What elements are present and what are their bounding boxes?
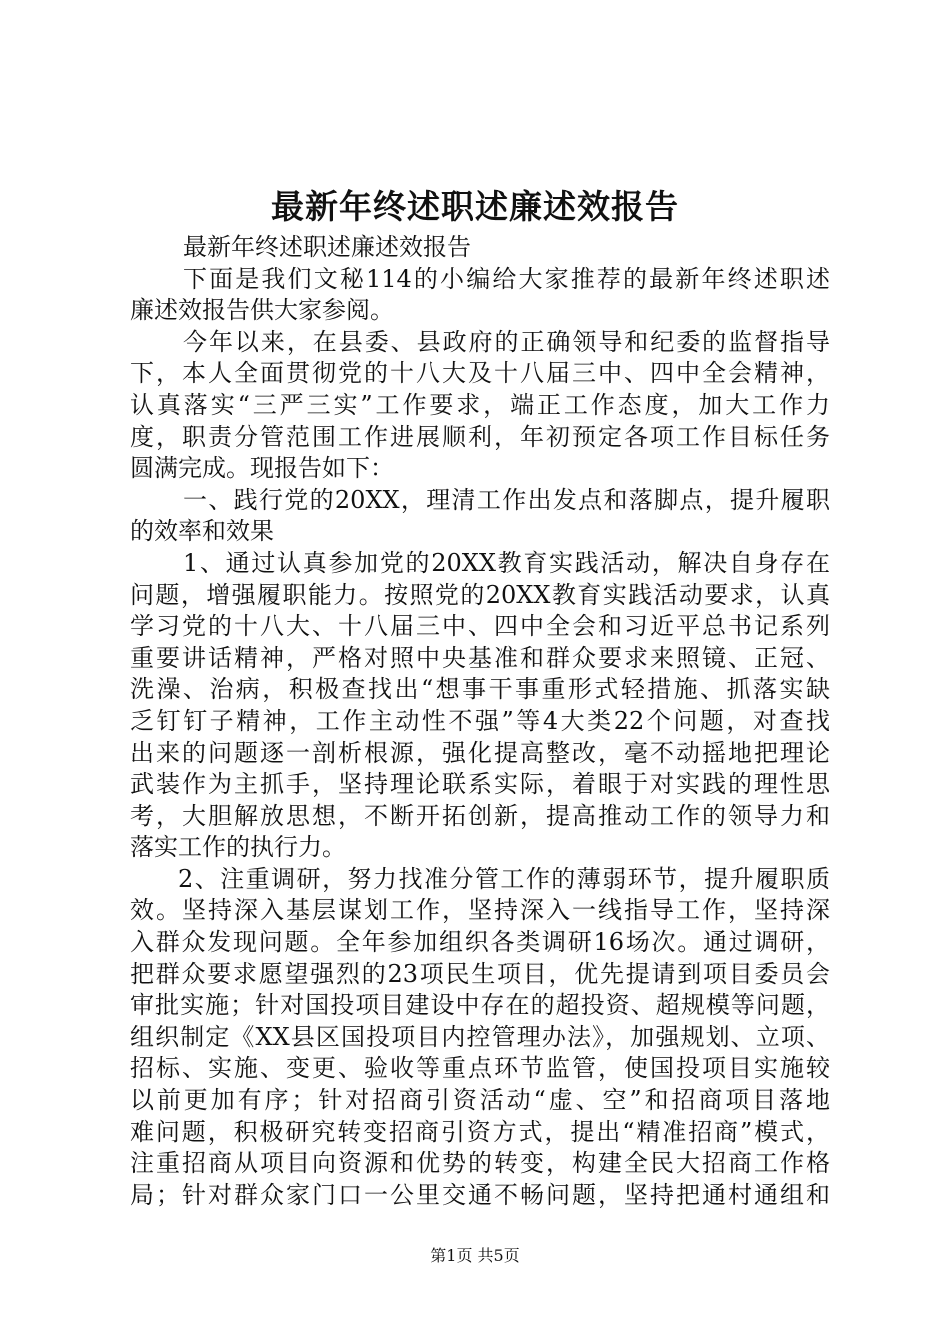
paragraph-line: 把群众要求愿望强烈的23项民生项目，优先提请到项目委员会: [130, 959, 830, 988]
paragraph-line: 廉述效报告供大家参阅。: [130, 296, 394, 325]
paragraph-line: 的效率和效果: [130, 517, 274, 546]
paragraph-line: 组织制定《XX县区国投项目内控管理办法》，加强规划、立项、: [130, 1022, 830, 1051]
paragraph-line: 下面是我们文秘114的小编给大家推荐的最新年终述职述: [183, 264, 830, 293]
paragraph-line: 招标、实施、变更、验收等重点环节监管，使国投项目实施较: [130, 1054, 830, 1083]
paragraph-line: 2、注重调研，努力找准分管工作的薄弱环节，提升履职质: [178, 864, 830, 893]
paragraph-line: 度，职责分管范围工作进展顺利，年初预定各项工作目标任务: [130, 422, 830, 451]
paragraph-line: 局；针对群众家门口一公里交通不畅问题，坚持把通村通组和: [130, 1180, 830, 1209]
paragraph-line: 学习党的十八大、十八届三中、四中全会和习近平总书记系列: [130, 612, 830, 641]
paragraph-line: 武装作为主抓手，坚持理论联系实际，着眼于对实践的理性思: [130, 770, 830, 799]
paragraph-line: 注重招商从项目向资源和优势的转变，构建全民大招商工作格: [130, 1149, 830, 1178]
paragraph-line: 认真落实“三严三实”工作要求，端正工作态度，加大工作力: [130, 390, 830, 419]
paragraph-line: 落实工作的执行力。: [130, 833, 346, 862]
paragraph-line: 最新年终述职述廉述效报告: [183, 233, 471, 261]
paragraph-line: 以前更加有序；针对招商引资活动“虚、空”和招商项目落地: [130, 1086, 830, 1115]
page-number: 第1页 共5页: [430, 1246, 520, 1265]
paragraph-line: 问题，增强履职能力。按照党的20XX教育实践活动要求，认真: [130, 580, 830, 609]
paragraph-line: 审批实施；针对国投项目建设中存在的超投资、超规模等问题，: [130, 991, 830, 1020]
document-title: 最新年终述职述廉述效报告: [271, 187, 679, 226]
paragraph-line: 今年以来，在县委、县政府的正确领导和纪委的监督指导: [183, 327, 830, 356]
paragraph-line: 圆满完成。现报告如下：: [130, 454, 394, 483]
document-body: [130, 232, 830, 1211]
paragraph-line: 洗澡、治病，积极查找出“想事干事重形式轻措施、抓落实缺: [130, 675, 830, 704]
paragraph-line: 乏钉钉子精神，工作主动性不强”等4大类22个问题，对查找: [130, 706, 830, 735]
paragraph-line: 一、践行党的20XX，理清工作出发点和落脚点，提升履职: [183, 485, 830, 514]
paragraph-line: 1、通过认真参加党的20XX教育实践活动，解决自身存在: [183, 548, 830, 577]
paragraph-line: 重要讲话精神，严格对照中央基准和群众要求来照镜、正冠、: [130, 643, 830, 672]
paragraph-line: 入群众发现问题。全年参加组织各类调研16场次。通过调研，: [130, 928, 830, 957]
paragraph-line: 出来的问题逐一剖析根源，强化提高整改，毫不动摇地把理论: [130, 738, 830, 767]
paragraph-line: 下，本人全面贯彻党的十八大及十八届三中、四中全会精神，: [130, 359, 830, 388]
paragraph-line: 考，大胆解放思想，不断开拓创新，提高推动工作的领导力和: [130, 801, 830, 830]
paragraph-line: 效。坚持深入基层谋划工作，坚持深入一线指导工作，坚持深: [130, 896, 830, 925]
paragraph-line: 难问题，积极研究转变招商引资方式，提出“精准招商”模式，: [130, 1117, 830, 1146]
